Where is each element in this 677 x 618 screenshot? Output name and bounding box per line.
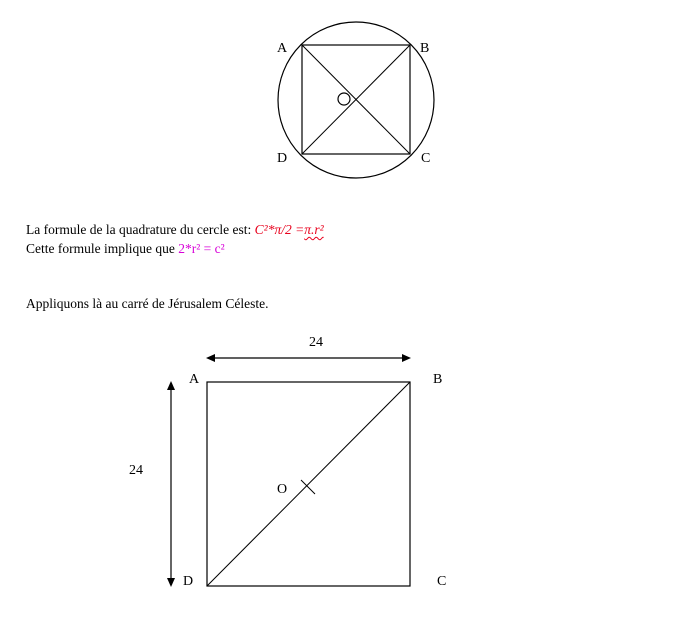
fig2-label-c: C <box>437 574 447 589</box>
left-arrowhead-bottom <box>167 578 175 587</box>
apply-line <box>26 296 269 312</box>
left-dimension-label: 24 <box>129 463 143 478</box>
left-arrowhead-top <box>167 381 175 390</box>
formula-line-1 <box>26 222 324 238</box>
top-arrowhead-right <box>402 354 411 362</box>
fig2-label-d: D <box>183 574 194 589</box>
figure-circle-square <box>277 22 434 178</box>
fig2-label-a: A <box>189 372 200 387</box>
formula-line-2 <box>26 241 225 257</box>
formula-line-2-prefix: Cette formule implique que <box>26 241 179 256</box>
diagonal-db <box>207 382 410 586</box>
fig1-label-a: A <box>277 41 288 56</box>
apply-text: Appliquons là au carré de Jérusalem Céleste. <box>26 296 269 311</box>
fig2-label-o: O <box>277 482 288 497</box>
formula-line-1-prefix: La formule de la quadrature du cercle est: <box>26 222 255 237</box>
fig2-label-b: B <box>433 372 443 387</box>
fig1-label-b: B <box>420 41 430 56</box>
fig1-label-d: D <box>277 151 288 166</box>
quadrature-formula-tail: π.r² <box>304 222 324 237</box>
center-marker <box>338 93 350 105</box>
quadrature-formula: C²*π/2 = <box>254 222 305 237</box>
top-arrowhead-left <box>206 354 215 362</box>
top-dimension-label: 24 <box>309 335 323 350</box>
center-tick <box>301 480 315 494</box>
fig1-label-c: C <box>421 151 431 166</box>
figure-jerusalem-square <box>129 335 446 589</box>
implied-formula: 2*r² = c² <box>178 241 225 256</box>
